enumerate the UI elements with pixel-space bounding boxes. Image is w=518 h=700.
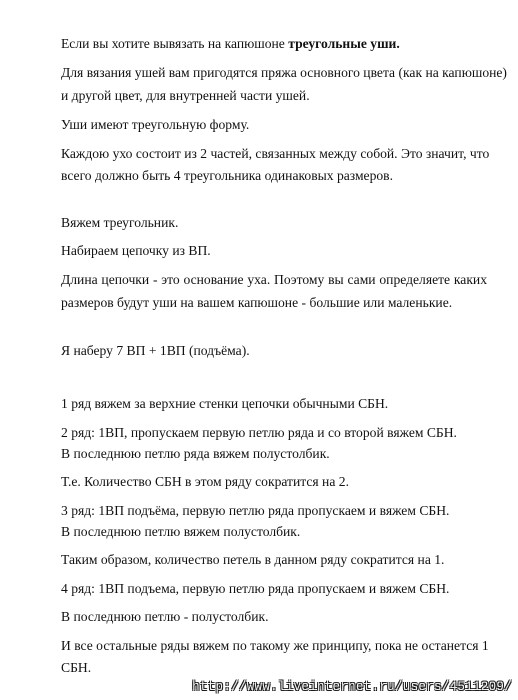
parts-line-2: всего должно быть 4 треугольника одинаковых размеров.	[61, 168, 393, 183]
chain-line: Набираем цепочку из ВП.	[61, 243, 211, 258]
yarn-line-2: и другой цвет, для внутренней части ушей.	[61, 88, 310, 103]
row2-note-line: Т.е. Количество СБН в этом ряду сократится на 2.	[61, 474, 349, 489]
chain-length-line-2: размеров будут уши на вашем капюшоне - большие или маленькие.	[61, 295, 453, 310]
parts-line-1: Каждою ухо состоит из 2 частей, связанных между собой. Это значит, что	[61, 146, 490, 161]
row3-note-line: Таким образом, количество петель в данном ряду сократится на 1.	[61, 552, 445, 567]
intro-text: Если вы хотите вывязать на капюшоне	[61, 36, 289, 51]
intro-emphasis: треугольные уши.	[288, 36, 400, 51]
row4-line: 4 ряд: 1ВП подъема, первую петлю ряда пропускаем и вяжем СБН.	[61, 581, 450, 596]
chain-length-line-1: Длина цепочки - это основание уха. Поэтому вы сами определяете каких	[61, 272, 487, 287]
row4-last-line: В последнюю петлю - полустолбик.	[61, 609, 269, 624]
knit-triangle-line: Вяжем треугольник.	[61, 215, 179, 230]
row3-line-2: В последнюю петлю вяжем полустолбик.	[61, 524, 301, 539]
my-choice-line: Я наберу 7 ВП + 1ВП (подъёма).	[61, 343, 250, 358]
row3-line-1: 3 ряд: 1ВП подъёма, первую петлю ряда пропускаем и вяжем СБН.	[61, 503, 450, 518]
intro-line	[61, 36, 400, 52]
remaining-line-2: СБН.	[61, 660, 92, 675]
yarn-line-1: Для вязания ушей вам пригодятся пряжа основного цвета (как на капюшоне)	[61, 65, 507, 80]
remaining-line-1: И все остальные ряды вяжем по такому же принципу, пока не останется 1	[61, 638, 489, 653]
row1-line: 1 ряд вяжем за верхние стенки цепочки обычными СБН.	[61, 396, 389, 411]
row2-line-1: 2 ряд: 1ВП, пропускаем первую петлю ряда и со второй вяжем СБН.	[61, 425, 457, 440]
watermark-url: http://www.liveinternet.ru/users/4511209/	[192, 680, 512, 694]
shape-line: Уши имеют треугольную форму.	[61, 117, 250, 132]
row2-line-2: В последнюю петлю ряда вяжем полустолбик.	[61, 446, 330, 461]
